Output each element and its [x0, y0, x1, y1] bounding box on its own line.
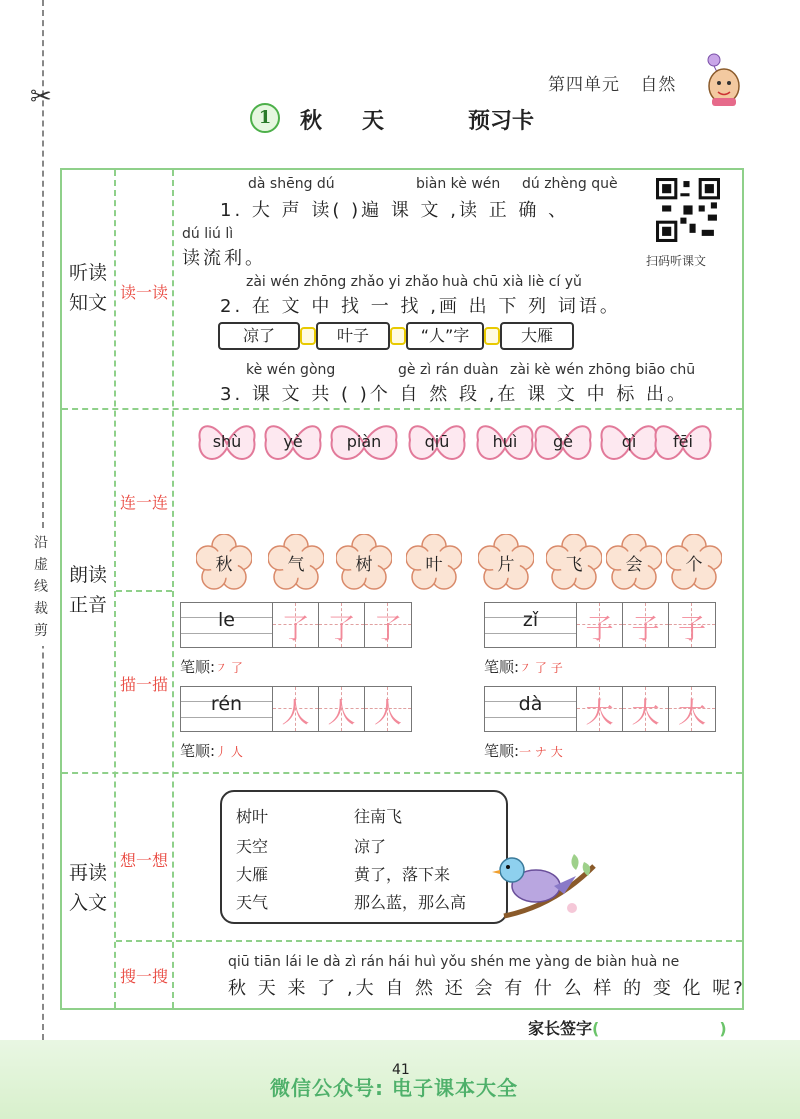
stroke-order	[180, 740, 243, 761]
trace-char-cell[interactable]	[669, 603, 715, 647]
stroke-sequence: 一 ナ 大	[519, 745, 563, 759]
trace-pinyin-cell	[181, 603, 273, 647]
parent-signature[interactable]: 家长签字( )	[528, 1019, 727, 1038]
butterfly-card[interactable]	[196, 418, 258, 470]
stroke-label: 笔顺:	[180, 658, 216, 676]
butterfly-card[interactable]	[328, 418, 400, 470]
butterfly-pinyin: yè	[283, 432, 303, 451]
cut-label: 沿虚线裁剪	[30, 528, 52, 646]
match-right-item[interactable]: 往南飞	[354, 807, 403, 826]
trace-char-cell[interactable]	[577, 603, 623, 647]
flower-card[interactable]	[666, 534, 722, 590]
trace-char: 子	[585, 612, 614, 645]
bird-icon	[484, 846, 604, 926]
trace-char-cell[interactable]	[365, 687, 411, 731]
word-box[interactable]: 大雁	[500, 322, 574, 350]
chain-icon	[484, 327, 500, 345]
activity-read: 读一读	[119, 283, 168, 302]
section-line: 入文	[68, 892, 107, 914]
butterfly-pinyin: qì	[621, 432, 637, 451]
flower-char: 叶	[425, 555, 443, 575]
trace-pinyin-cell	[485, 603, 577, 647]
pinyin: kè wén gòng	[246, 362, 336, 378]
trace-char-cell[interactable]	[365, 603, 411, 647]
flower-char: 个	[685, 555, 703, 575]
stroke-order	[484, 740, 563, 761]
pinyin: dà shēng dú	[248, 176, 335, 192]
match-left-item[interactable]: 天气	[236, 893, 269, 912]
flower-card[interactable]	[196, 534, 252, 590]
mascot-icon	[698, 52, 744, 108]
stroke-sequence: ㇇ 了	[215, 661, 243, 675]
task-1-text-cont: 读流利。	[182, 248, 266, 269]
trace-char-cell[interactable]	[319, 687, 365, 731]
stroke-sequence: ㇇ 了 子	[519, 661, 563, 675]
row-divider	[62, 408, 742, 410]
pinyin: gè zì rán duàn	[398, 362, 499, 378]
trace-pinyin-cell	[485, 687, 577, 731]
trace-char: 了	[327, 612, 356, 645]
trace-char-cell[interactable]	[669, 687, 715, 731]
task-1-text: 1. 大 声 读( )遍 课 文 ,读 正 确 、	[220, 200, 570, 221]
butterfly-pinyin: gè	[553, 432, 573, 451]
flower-char: 会	[625, 555, 643, 575]
trace-char-cell[interactable]	[319, 603, 365, 647]
trace-pinyin-cell	[181, 687, 273, 731]
section-line: 正音	[68, 594, 107, 616]
stroke-label: 笔顺:	[484, 742, 520, 760]
flower-card[interactable]	[406, 534, 462, 590]
pinyin: zài kè wén zhōng biāo chū	[510, 362, 696, 378]
search-question: 秋 天 来 了 ,大 自 然 还 会 有 什 么 样 的 变 化 呢?	[228, 978, 746, 999]
trace-char: 子	[677, 612, 706, 645]
qr-code-icon[interactable]	[656, 178, 720, 242]
section-line: 听读	[68, 262, 107, 284]
flower-char: 飞	[565, 555, 583, 575]
match-right-item[interactable]: 凉了	[354, 837, 387, 856]
match-left-item[interactable]: 树叶	[236, 807, 269, 826]
flower-card[interactable]	[546, 534, 602, 590]
word-box[interactable]: “人”字	[406, 322, 484, 350]
section-line: 朗读	[68, 564, 107, 586]
activity-search: 搜一搜	[119, 967, 168, 986]
stroke-label: 笔顺:	[180, 742, 216, 760]
flower-char: 树	[355, 555, 373, 575]
lesson-number-badge: 1	[250, 103, 280, 133]
trace-char-cell[interactable]	[273, 687, 319, 731]
butterfly-pinyin: huì	[492, 432, 518, 451]
scissors-icon: ✂	[30, 82, 52, 112]
trace-pinyin: le	[218, 609, 235, 631]
stroke-order	[180, 656, 243, 677]
butterfly-pinyin: shù	[212, 432, 242, 451]
task-3-text: 3. 课 文 共 ( )个 自 然 段 ,在 课 文 中 标 出。	[220, 384, 689, 405]
flower-card[interactable]	[336, 534, 392, 590]
flower-char: 秋	[215, 555, 233, 575]
trace-grid	[484, 686, 716, 732]
search-pinyin: qiū tiān lái le dà zì rán hái huì yǒu shén me yàng de biàn huà ne	[228, 954, 680, 970]
pinyin: biàn kè wén	[416, 176, 501, 192]
signature-label: 家长签字	[528, 1019, 593, 1038]
butterfly-card[interactable]	[474, 418, 536, 470]
trace-char-cell[interactable]	[577, 687, 623, 731]
trace-char-cell[interactable]	[273, 603, 319, 647]
trace-char: 了	[281, 612, 310, 645]
match-right-item[interactable]: 那么蓝，那么高	[354, 893, 467, 912]
cut-dashed-line	[42, 0, 44, 1040]
row-divider	[62, 772, 742, 774]
pinyin: dú zhèng què	[522, 176, 618, 192]
flower-char: 气	[287, 555, 305, 575]
row-divider	[116, 940, 742, 942]
activity-trace: 描一描	[119, 675, 168, 694]
stroke-order	[484, 656, 563, 677]
trace-grid	[484, 602, 716, 648]
butterfly-card[interactable]	[532, 418, 594, 470]
stroke-label: 笔顺:	[484, 658, 520, 676]
trace-pinyin: dà	[518, 693, 543, 715]
unit-theme: 自然	[640, 75, 677, 95]
trace-char: 大	[585, 696, 614, 729]
section-listen	[62, 258, 114, 318]
match-left-item[interactable]: 大雁	[236, 865, 269, 884]
task-2-text: 2. 在 文 中 找 一 找 ,画 出 下 列 词语。	[220, 296, 621, 317]
stroke-sequence: 丿 人	[215, 745, 243, 759]
section-line: 知文	[68, 292, 107, 314]
trace-char: 人	[281, 696, 310, 729]
butterfly-pinyin: piàn	[346, 432, 382, 451]
butterfly-pinyin: fēi	[673, 432, 693, 451]
pinyin: zài wén zhōng zhǎo yi zhǎo	[246, 274, 439, 290]
pinyin: huà chū xià liè cí yǔ	[442, 274, 582, 290]
flower-row	[196, 534, 726, 594]
trace-char: 子	[631, 612, 660, 645]
chain-icon	[390, 327, 406, 345]
trace-char: 人	[373, 696, 402, 729]
section-read-aloud	[62, 560, 114, 620]
trace-grid	[180, 602, 412, 648]
section-reread	[62, 858, 114, 918]
activity-think: 想一想	[119, 851, 168, 870]
card-title: 预习卡	[468, 108, 535, 134]
flower-char: 片	[497, 555, 515, 575]
trace-grid	[180, 686, 412, 732]
pinyin: dú liú lì	[182, 226, 234, 242]
match-right-item[interactable]: 黄了，落下来	[354, 865, 451, 884]
wechat-watermark: 微信公众号: 电子课本大全	[270, 1076, 518, 1100]
word-box[interactable]: 凉了	[218, 322, 300, 350]
word-box[interactable]: 叶子	[316, 322, 390, 350]
trace-char: 人	[327, 696, 356, 729]
trace-char: 大	[631, 696, 660, 729]
section-line: 再读	[68, 862, 107, 884]
trace-pinyin: zǐ	[522, 609, 539, 631]
butterfly-pinyin: qiū	[424, 432, 450, 451]
butterfly-card[interactable]	[652, 418, 714, 470]
butterfly-row	[196, 418, 726, 478]
trace-char: 了	[373, 612, 402, 645]
flower-card[interactable]	[478, 534, 534, 590]
chain-icon	[300, 327, 316, 345]
match-left-item[interactable]: 天空	[236, 837, 269, 856]
trace-char-cell[interactable]	[623, 687, 669, 731]
butterfly-card[interactable]	[406, 418, 468, 470]
row-divider	[116, 590, 172, 592]
trace-pinyin: rén	[210, 693, 243, 715]
lesson-title: 秋天	[300, 108, 425, 134]
unit-label: 第四单元	[548, 75, 620, 95]
qr-label: 扫码听课文	[646, 254, 707, 268]
activity-connect: 连一连	[119, 493, 168, 512]
flower-card[interactable]	[606, 534, 662, 590]
trace-char-cell[interactable]	[623, 603, 669, 647]
butterfly-card[interactable]	[598, 418, 660, 470]
trace-char: 大	[677, 696, 706, 729]
butterfly-card[interactable]	[262, 418, 324, 470]
flower-card[interactable]	[268, 534, 324, 590]
page-number: 41	[392, 1062, 410, 1078]
unit-heading	[548, 70, 676, 95]
